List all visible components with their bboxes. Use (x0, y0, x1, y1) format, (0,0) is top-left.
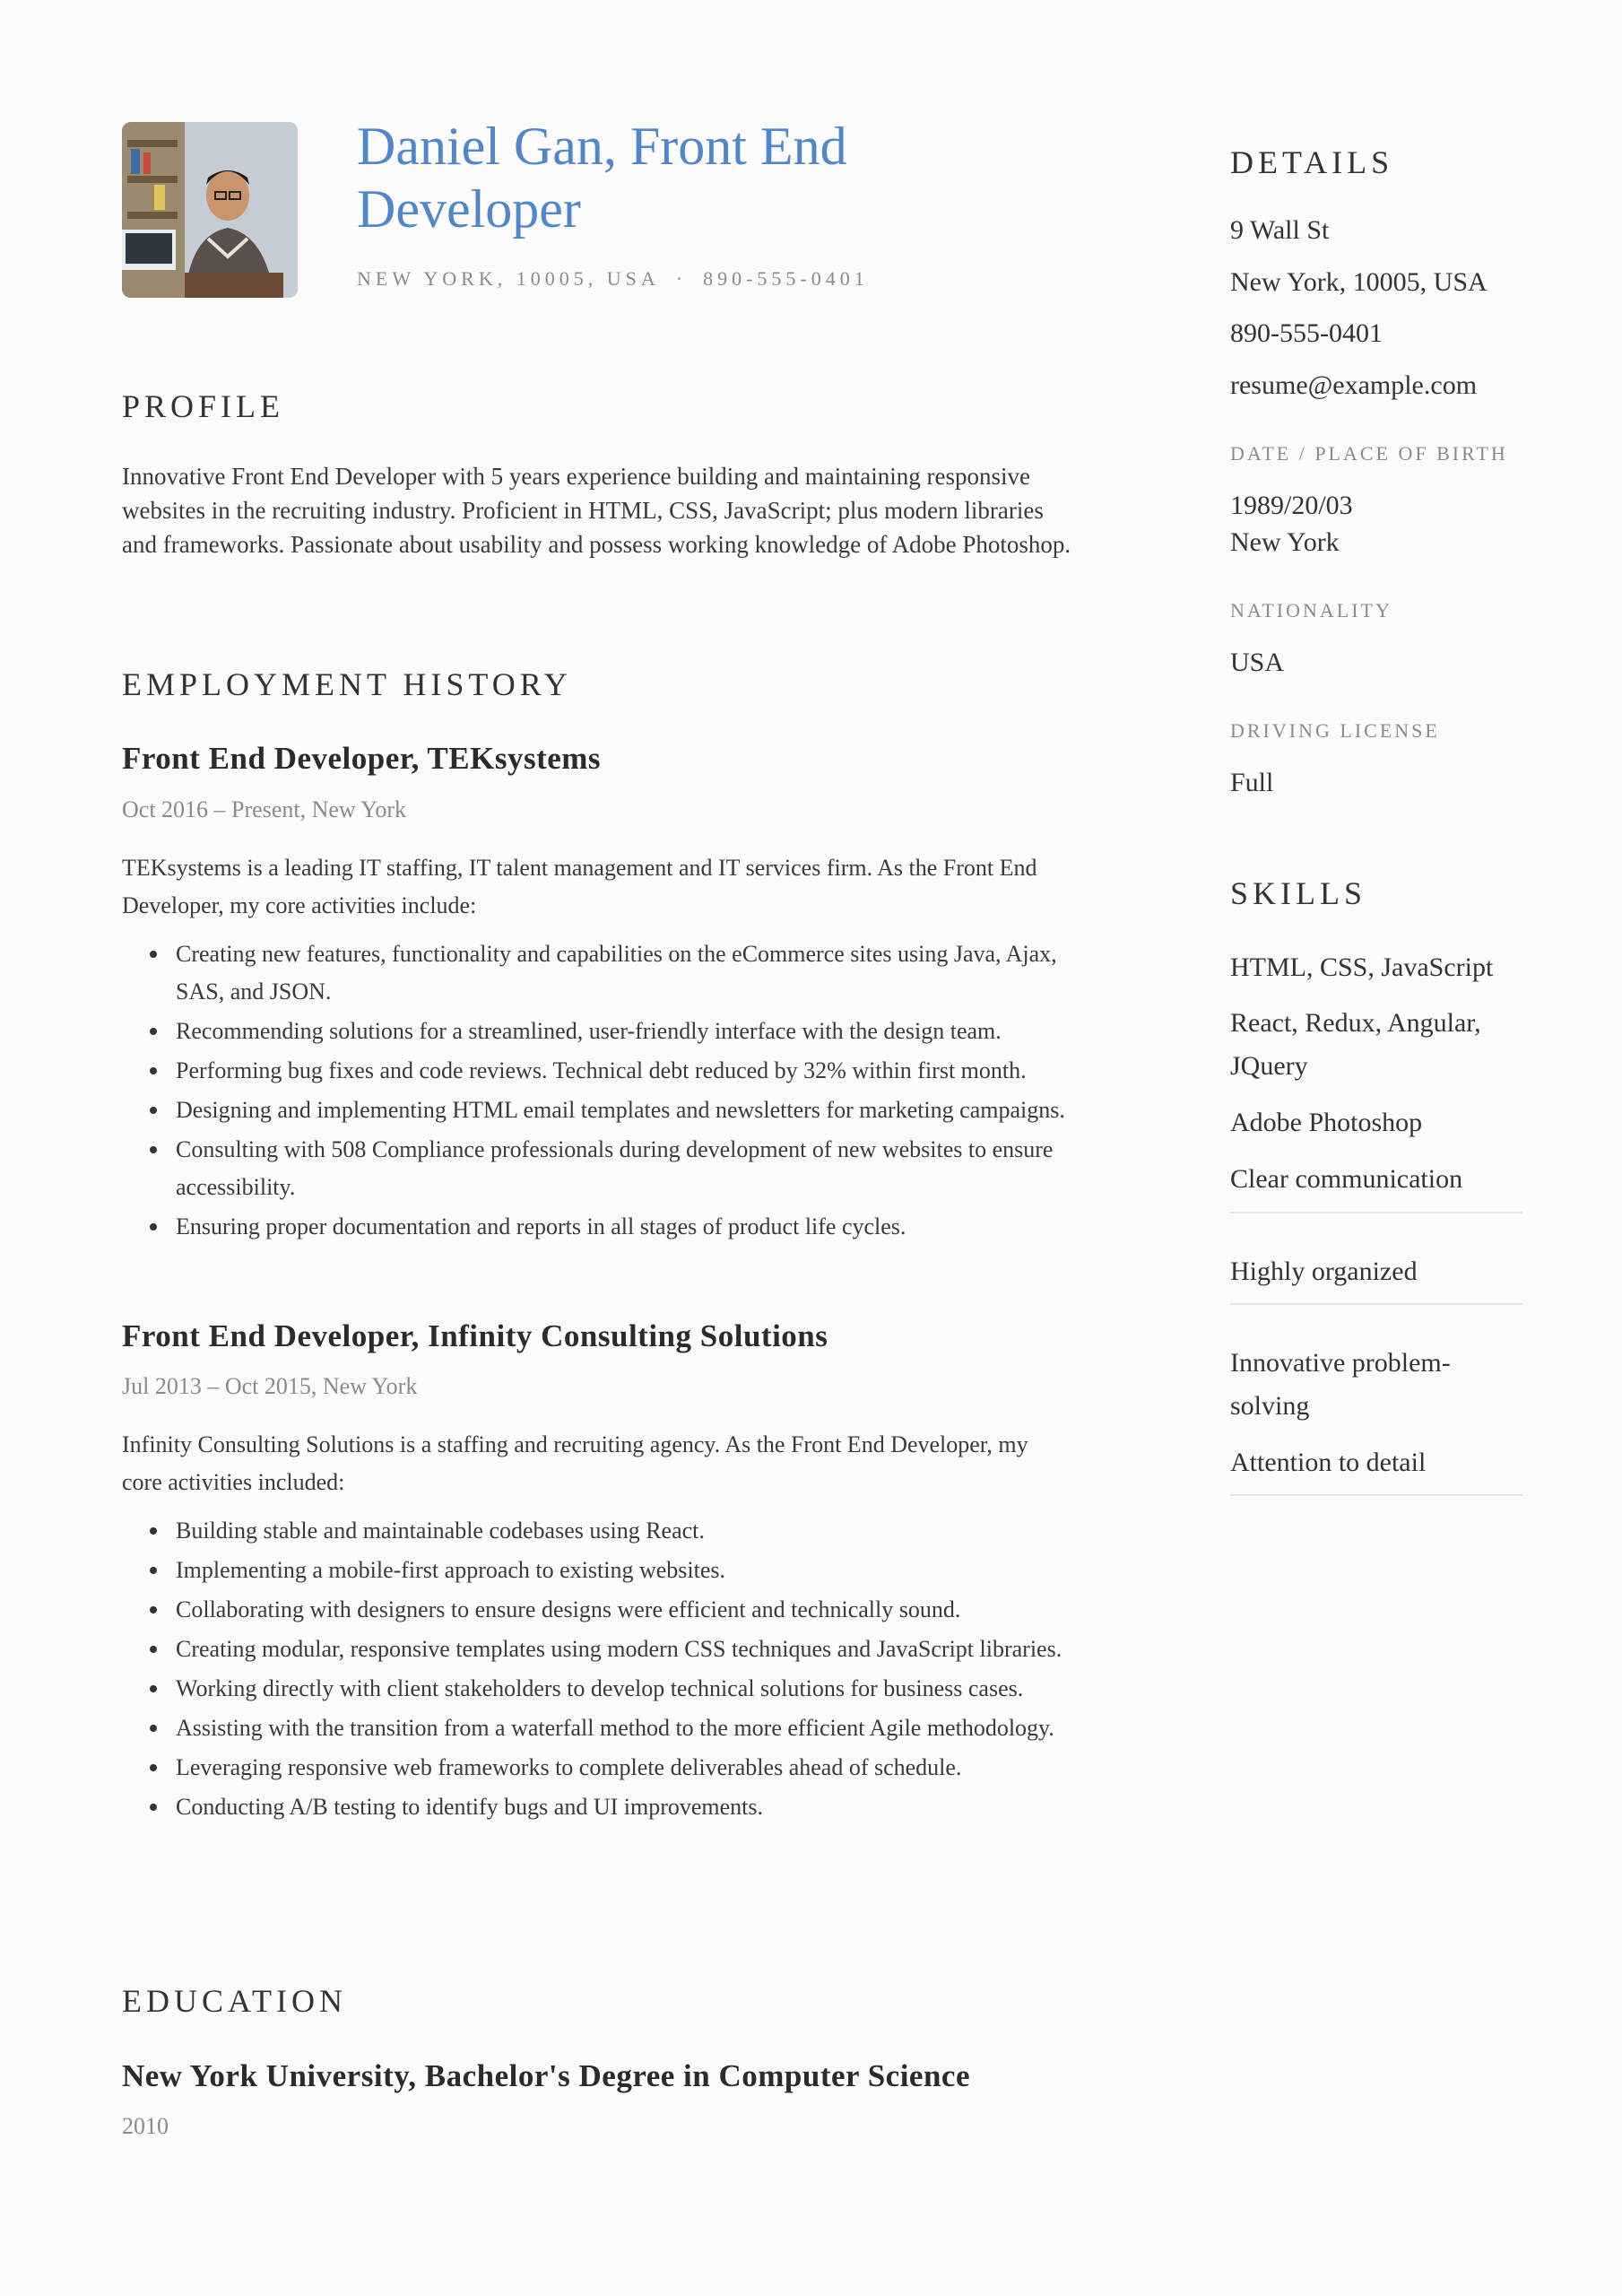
list-item: Creating new features, functionality and capabilities on the eCommerce sites using Java, Ajax, SAS, and JSON. (122, 935, 1090, 1011)
list-item: Building stable and maintainable codebases using React. (122, 1512, 1090, 1550)
list-item: Designing and implementing HTML email templates and newsletters for marketing campaigns. (122, 1091, 1090, 1129)
job-meta: Jul 2013 – Oct 2015, New York (122, 1373, 418, 1399)
list-item: Collaborating with designers to ensure designs were efficient and technically sound. (122, 1591, 1090, 1629)
separator-dot: · (675, 267, 688, 290)
birth-date: 1989/20/03 (1230, 491, 1353, 520)
list-item: Assisting with the transition from a waterfall method to the more efficient Agile methodology. (122, 1709, 1090, 1747)
profile-text: Innovative Front End Developer with 5 years experience building and maintaining responsive websites in the recruiting industry. Proficient in HTML, CSS, JavaScript; plus modern libraries and frameworks. Passionate about usability and possess working knowledge of Adobe Photoshop. (122, 463, 1071, 558)
job-summary: Infinity Consulting Solutions is a staffing and recruiting agency. As the Front End Developer, my core activities included: (122, 1431, 1028, 1495)
job-bullet-list (122, 935, 1090, 1248)
job-bullet-list (122, 1512, 1090, 1828)
skill-divider (1230, 1212, 1522, 1213)
license-label: DRIVING LICENSE (1230, 719, 1440, 742)
profile-heading: PROFILE (122, 388, 285, 424)
list-item: Leveraging responsive web frameworks to complete deliverables ahead of schedule. (122, 1749, 1090, 1787)
details-heading: DETAILS (1230, 144, 1394, 180)
skill-item: Highly organized (1230, 1257, 1418, 1286)
skill-divider (1230, 1494, 1522, 1496)
education-year: 2010 (122, 2113, 169, 2139)
employment-heading: EMPLOYMENT HISTORY (122, 666, 572, 702)
details-email[interactable]: resume@example.com (1230, 370, 1478, 400)
portrait-photo-icon (122, 122, 298, 298)
nationality-label: NATIONALITY (1230, 599, 1392, 622)
details-address-line2: New York, 10005, USA (1230, 267, 1488, 297)
birth-place: New York (1230, 527, 1340, 557)
header-location: NEW YORK, 10005, USA (357, 267, 660, 290)
job-summary: TEKsystems is a leading IT staffing, IT talent management and IT services firm. As the Front End Developer, my core activities include: (122, 855, 1037, 918)
license-value: Full (1230, 768, 1274, 797)
list-item: Performing bug fixes and code reviews. Technical debt reduced by 32% within first month. (122, 1052, 1090, 1090)
details-address-line1: 9 Wall St (1230, 215, 1330, 245)
list-item: Implementing a mobile-first approach to existing websites. (122, 1552, 1090, 1589)
skill-item: HTML, CSS, JavaScript (1230, 952, 1494, 982)
list-item: Conducting A/B testing to identify bugs and UI improvements. (122, 1788, 1090, 1826)
skill-divider (1230, 1303, 1522, 1305)
skill-item: Innovative problem-solving (1230, 1348, 1451, 1421)
job-title: Front End Developer, TEKsystems (122, 741, 602, 776)
nationality-value: USA (1230, 648, 1285, 677)
profile-photo (122, 122, 298, 298)
header-contact (357, 267, 869, 291)
header-phone: 890-555-0401 (703, 267, 869, 290)
education-heading: EDUCATION (122, 1983, 347, 2019)
list-item: Recommending solutions for a streamlined, user-friendly interface with the design team. (122, 1013, 1090, 1050)
details-phone: 890-555-0401 (1230, 318, 1383, 348)
job-title: Front End Developer, Infinity Consulting Solutions (122, 1318, 828, 1353)
list-item: Working directly with client stakeholders to develop technical solutions for business cases. (122, 1670, 1090, 1708)
education-degree: New York University, Bachelor's Degree in Computer Science (122, 2058, 970, 2093)
skills-heading: SKILLS (1230, 875, 1367, 911)
list-item: Creating modular, responsive templates using modern CSS techniques and JavaScript libraries. (122, 1631, 1090, 1668)
job-meta: Oct 2016 – Present, New York (122, 796, 407, 822)
birth-label: DATE / PLACE OF BIRTH (1230, 442, 1508, 465)
skill-item: Attention to detail (1230, 1448, 1427, 1477)
list-item: Consulting with 508 Compliance professionals during development of new websites to ensure accessibility. (122, 1131, 1090, 1206)
skill-item: Clear communication (1230, 1164, 1463, 1194)
skill-item: Adobe Photoshop (1230, 1108, 1423, 1137)
candidate-name: Daniel Gan, Front End Developer (357, 117, 847, 239)
skill-item: React, Redux, Angular, JQuery (1230, 1008, 1481, 1081)
list-item: Ensuring proper documentation and reports in all stages of product life cycles. (122, 1208, 1090, 1246)
